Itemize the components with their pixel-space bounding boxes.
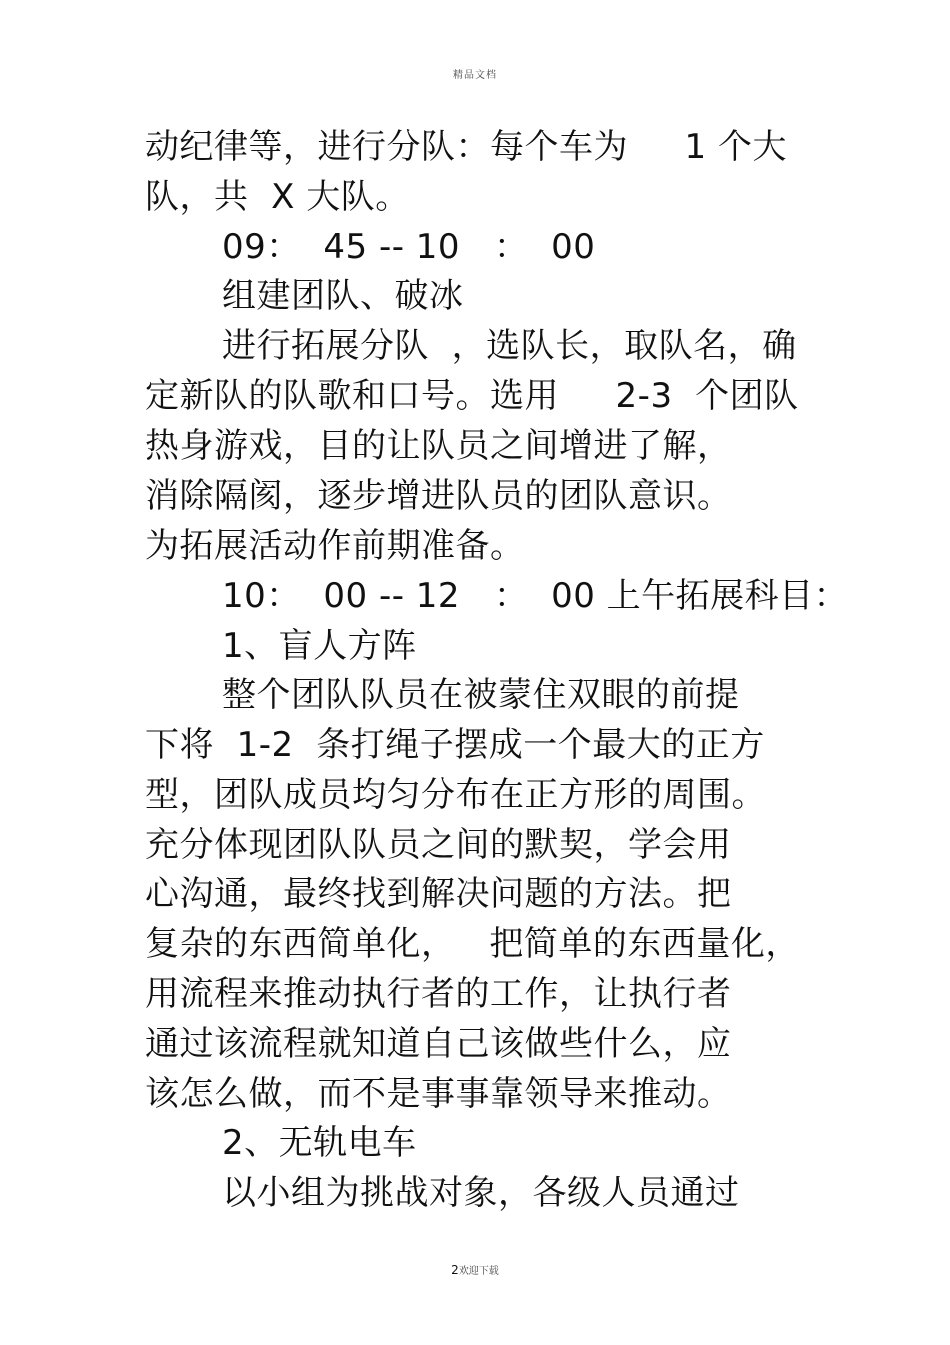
- body-line-16: 心沟通，最终找到解决问题的方法。把: [145, 874, 732, 914]
- section-heading-icebreak: 组建团队、破冰: [222, 276, 464, 316]
- footer-text: 欢迎下载: [458, 1266, 499, 1277]
- page-footer: [0, 1262, 950, 1277]
- body-line-14: 型，团队成员均匀分布在正方形的周围。: [145, 775, 766, 815]
- section-heading-trackless-tram: 2、无轨电车: [222, 1123, 417, 1163]
- body-line-8: 消除隔阂，逐步增进队员的团队意识。: [145, 476, 732, 516]
- body-line-20: 该怎么做，而不是事事靠领导来推动。: [145, 1074, 732, 1114]
- time-slot-1: 09： 45 -- 10 ： 00: [222, 227, 596, 267]
- body-line-5: 进行拓展分队 ，选队长，取队名，确: [222, 326, 797, 366]
- body-line-22: 以小组为挑战对象，各级人员通过: [222, 1173, 740, 1213]
- page-header: 精品文档: [453, 70, 497, 81]
- page-number: 2: [451, 1263, 459, 1277]
- body-line-17: 复杂的东西简单化， 把简单的东西量化，: [145, 924, 800, 964]
- body-line-18: 用流程来推动执行者的工作，让执行者: [145, 974, 732, 1014]
- section-heading-blind-square: 1、盲人方阵: [222, 626, 417, 666]
- body-line-12: 整个团队队员在被蒙住双眼的前提: [222, 675, 740, 715]
- body-line-7: 热身游戏，目的让队员之间增进了解，: [145, 426, 732, 466]
- body-line-2: 队，共 X 大队。: [145, 177, 410, 217]
- body-line-19: 通过该流程就知道自己该做些什么，应: [145, 1024, 732, 1064]
- body-line-15: 充分体现团队队员之间的默契，学会用: [145, 825, 732, 865]
- body-line-6: 定新队的队歌和口号。选用 2-3 个团队: [145, 376, 799, 416]
- body-line-1: 动纪律等，进行分队：每个车为 1 个大: [145, 127, 787, 167]
- body-line-13: 下将 1-2 条打绳子摆成一个最大的正方: [145, 725, 765, 765]
- time-slot-2: 10： 00 -- 12 ： 00 上午拓展科目：: [222, 576, 849, 616]
- body-line-9: 为拓展活动作前期准备。: [145, 526, 525, 566]
